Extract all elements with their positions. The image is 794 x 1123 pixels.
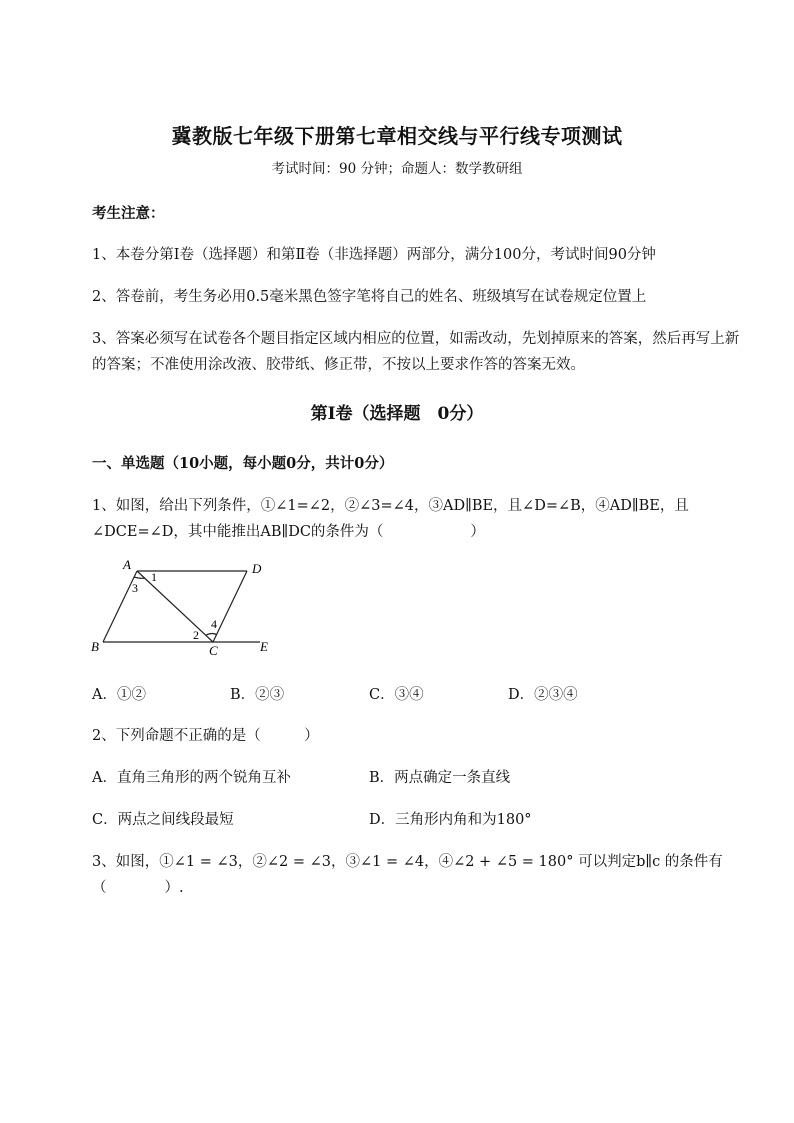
line-ac bbox=[137, 571, 213, 642]
section-title: 第Ⅰ卷（选择题 0分） bbox=[310, 404, 484, 424]
page-title: 冀教版七年级下册第七章相交线与平行线专项测试 bbox=[171, 124, 623, 148]
label-b: B bbox=[91, 639, 99, 654]
q1-option-c[interactable]: C．③④ bbox=[369, 687, 424, 703]
q1-option-a[interactable]: A．①② bbox=[92, 687, 146, 703]
label-angle-3: 3 bbox=[132, 581, 138, 595]
page-subtitle: 考试时间：90 分钟；命题人：数学教研组 bbox=[271, 161, 523, 177]
notice-heading: 考生注意： bbox=[92, 205, 165, 222]
q1-figure bbox=[85, 555, 285, 660]
notice-item-3-cont: 的答案；不准使用涂改液、胶带纸、修正带，不按以上要求作答的答案无效。 bbox=[92, 357, 585, 373]
q1-option-b[interactable]: B．②③ bbox=[230, 687, 285, 703]
q2-option-c[interactable]: C．两点之间线段最短 bbox=[92, 812, 234, 828]
q3-stem-line2: （ ）. bbox=[92, 880, 184, 896]
label-a: A bbox=[123, 557, 131, 572]
notice-item-2: 2、答卷前，考生务必用0.5毫米黑色签字笔将自己的姓名、班级填写在试卷规定位置上 bbox=[92, 289, 647, 305]
angle-mark-c bbox=[206, 634, 217, 636]
q1-stem-line2: ∠DCE=∠D，其中能推出AB∥DC的条件为（ ） bbox=[92, 524, 485, 540]
q3-stem-line1: 3、如图，①∠1 = ∠3，②∠2 = ∠3，③∠1 = ∠4，④∠2 + ∠5 = 180° 可以判定b∥c 的条件有 bbox=[92, 854, 723, 870]
q1-stem-line1: 1、如图，给出下列条件，①∠1=∠2，②∠3=∠4，③AD∥BE，且∠D=∠B，④AD∥BE，且 bbox=[92, 498, 689, 514]
label-angle-4: 4 bbox=[211, 617, 217, 631]
q2-option-b[interactable]: B．两点确定一条直线 bbox=[369, 770, 511, 786]
label-d: D bbox=[252, 561, 262, 576]
part-heading: 一、单选题（10小题，每小题0分，共计0分） bbox=[92, 455, 394, 472]
label-e: E bbox=[260, 639, 268, 654]
label-angle-1: 1 bbox=[151, 570, 157, 584]
q2-option-d[interactable]: D．三角形内角和为180° bbox=[369, 812, 532, 828]
label-c: C bbox=[209, 643, 218, 658]
label-angle-2: 2 bbox=[193, 628, 199, 642]
notice-item-1: 1、本卷分第Ⅰ卷（选择题）和第Ⅱ卷（非选择题）两部分，满分100分，考试时间90分钟 bbox=[92, 247, 656, 263]
notice-item-3: 3、答案必须写在试卷各个题目指定区域内相应的位置，如需改动，先划掉原来的答案，然后再写上新 bbox=[92, 331, 740, 347]
q2-stem: 2、下列命题不正确的是（ ） bbox=[92, 728, 319, 744]
line-dc bbox=[213, 571, 247, 642]
q2-option-a[interactable]: A．直角三角形的两个锐角互补 bbox=[92, 770, 291, 786]
q1-option-d[interactable]: D．②③④ bbox=[508, 687, 578, 703]
